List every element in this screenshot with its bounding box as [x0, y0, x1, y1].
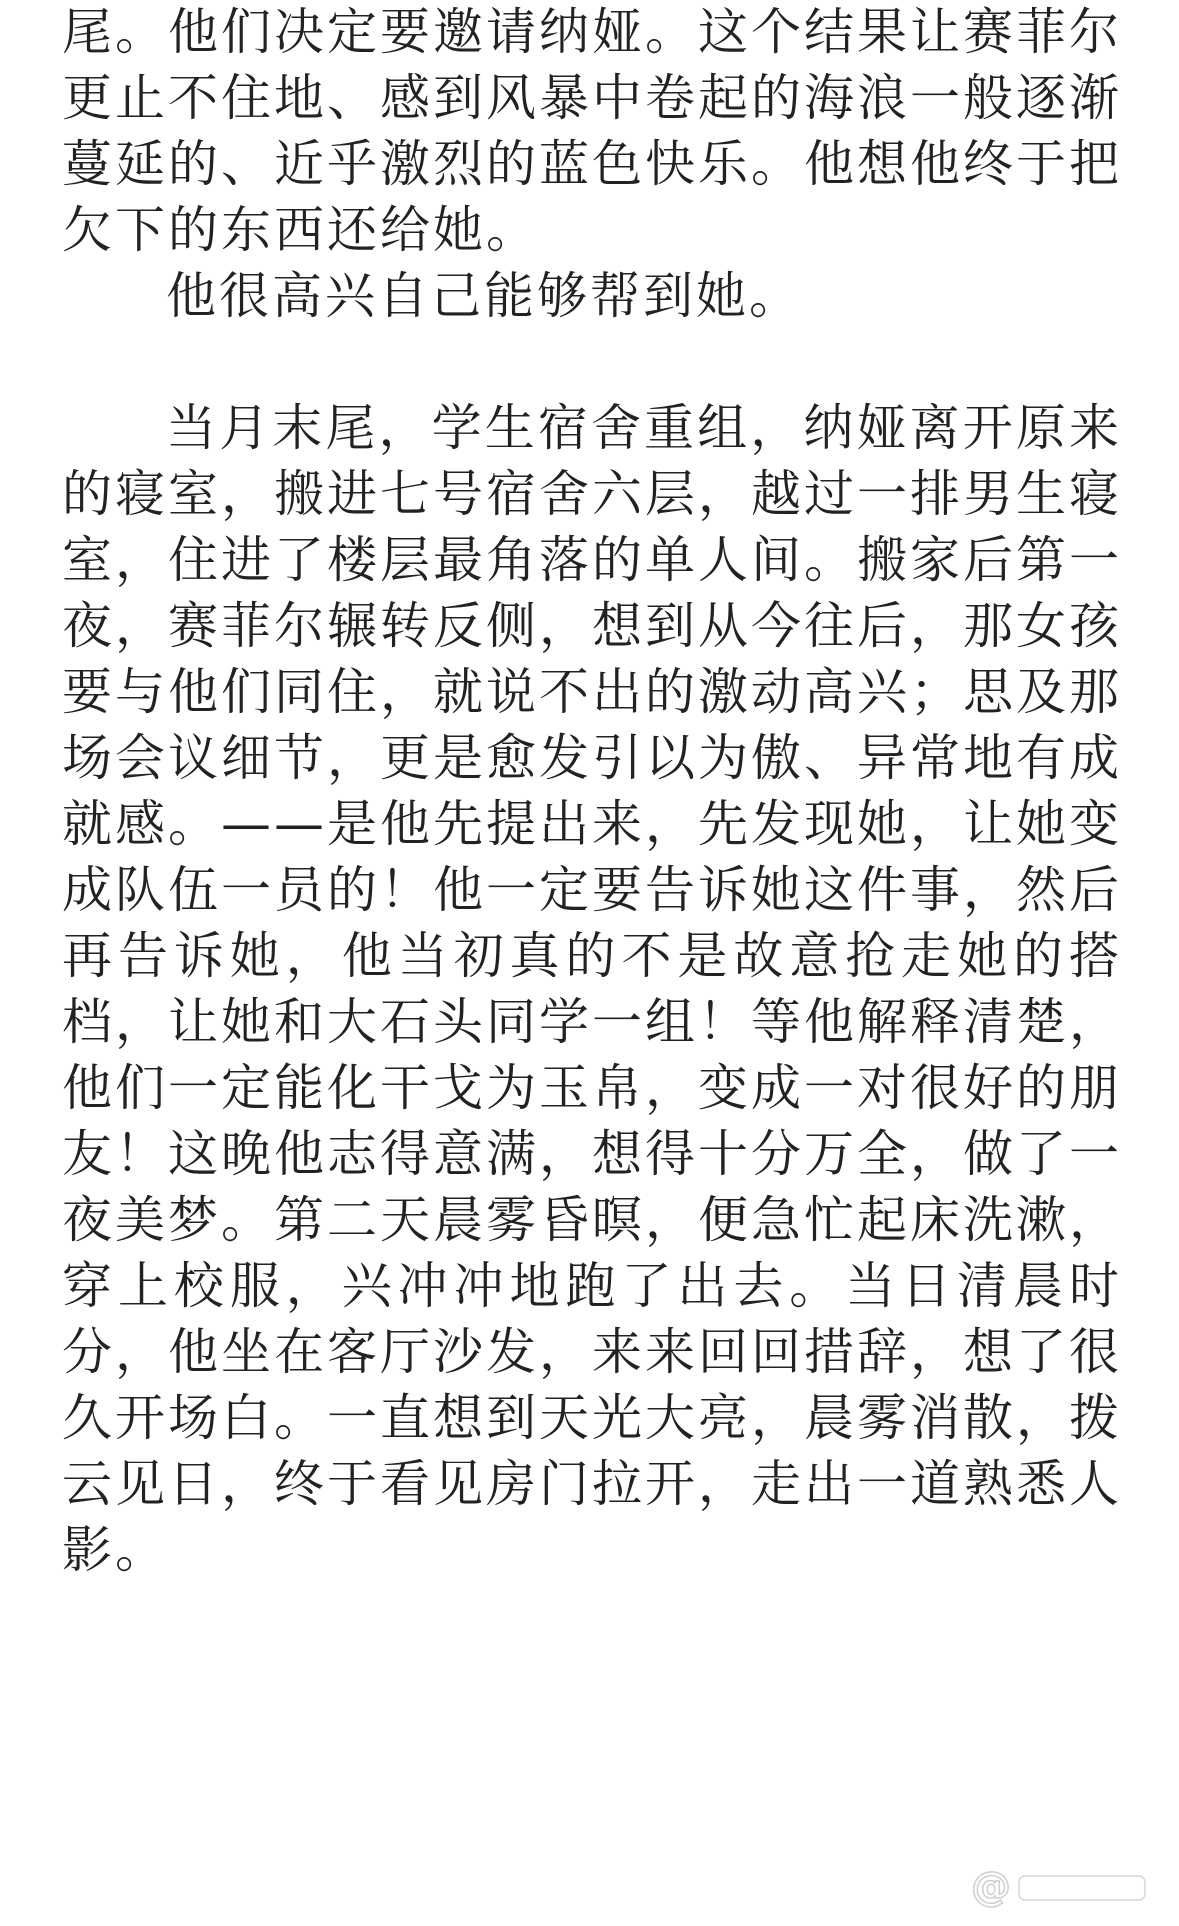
text-line-1: 尾。他们决定要邀请纳娅。这个结果让赛菲尔: [62, 3, 1122, 61]
text-line-10: 要与他们同住，就说不出的激动高兴；思及那: [62, 663, 1122, 721]
text-line-16: 他们一定能化干戈为玉帛，变成一对很好的朋: [62, 1059, 1122, 1117]
text-line-5: 他很高兴自己能够帮到她。: [166, 267, 802, 325]
text-line-18: 夜美梦。第二天晨雾昏暝，便急忙起床洗漱，: [62, 1191, 1122, 1249]
text-line-11: 场会议细节，更是愈发引以为傲、异常地有成: [62, 729, 1122, 787]
watermark-bar: [1019, 1876, 1145, 1900]
text-line-8: 室，住进了楼层最角落的单人间。搬家后第一: [62, 531, 1122, 589]
text-line-14: 再告诉她，他当初真的不是故意抢走她的搭: [62, 927, 1122, 985]
text-line-17: 友！这晚他志得意满，想得十分万全，做了一: [62, 1125, 1122, 1183]
text-line-23: 影。: [62, 1521, 168, 1579]
text-line-9: 夜，赛菲尔辗转反侧，想到从今往后，那女孩: [62, 597, 1122, 655]
text-line-3: 蔓延的、近乎激烈的蓝色快乐。他想他终于把: [62, 135, 1122, 193]
text-line-21: 久开场白。一直想到天光大亮，晨雾消散，拨: [62, 1389, 1122, 1447]
text-line-7: 的寝室，搬进七号宿舍六层，越过一排男生寝: [62, 465, 1122, 523]
watermark-logo: [971, 1868, 1151, 1908]
text-line-22: 云见日，终于看见房门拉开，走出一道熟悉人: [62, 1455, 1122, 1513]
text-line-13: 成队伍一员的！他一定要告诉她这件事，然后: [62, 861, 1122, 919]
watermark-text: @: [971, 1868, 1011, 1908]
text-line-15: 档，让她和大石头同学一组！等他解释清楚，: [62, 993, 1122, 1051]
text-line-19: 穿上校服，兴冲冲地跑了出去。当日清晨时: [62, 1257, 1122, 1315]
text-line-2: 更止不住地、感到风暴中卷起的海浪一般逐渐: [62, 69, 1122, 127]
text-line-12: 就感。——是他先提出来，先发现她，让她变: [62, 795, 1122, 853]
text-line-4: 欠下的东西还给她。: [62, 201, 539, 259]
text-line-6: 当月末尾，学生宿舍重组，纳娅离开原来: [166, 399, 1122, 457]
text-line-20: 分，他坐在客厅沙发，来来回回措辞，想了很: [62, 1323, 1122, 1381]
